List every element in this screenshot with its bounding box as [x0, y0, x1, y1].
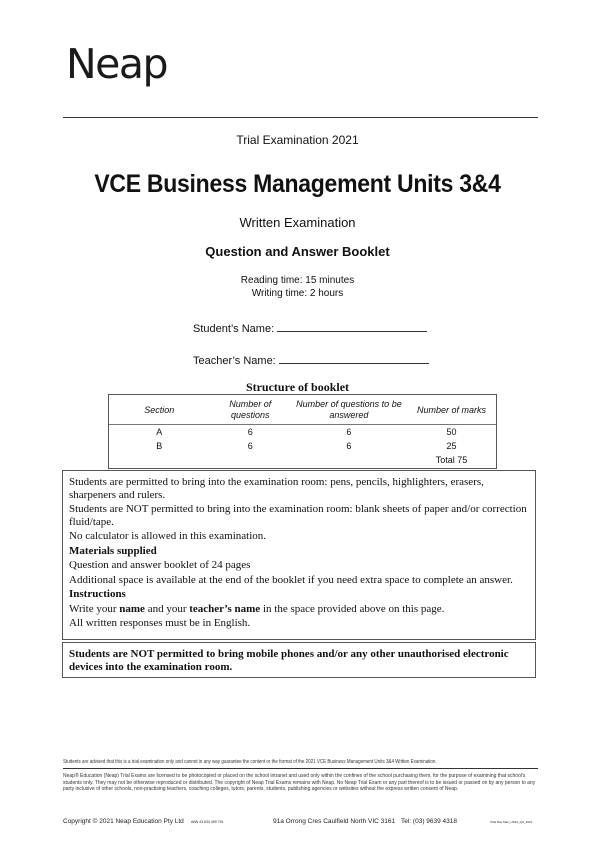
student-name-row [193, 321, 427, 335]
col-marks: Number of marks [407, 395, 496, 425]
exam-type: Written Examination [239, 215, 356, 230]
footer-divider [63, 768, 538, 769]
table-row-total [109, 453, 496, 467]
copyright-note: Neap® Education (Neap) Trial Exams are licensed to be photocopied or placed on the school intranet and used only within the confines of the school purchasing them, for the purpose of examining that school's students only. They may not be otherwise reproduced or distributed. The copyright of Neap Trial Exams remains with Neap. No Neap Trial Exam or any part thereof is to be issued or passed on by any person to any party inclusive of other schools, non-practising teachers, coaching colleges, tutors, parents, students, publishing agencies or websites without the express written consent of Neap. [63, 773, 536, 792]
times [0, 274, 595, 300]
structure-table [108, 394, 497, 469]
instruction-item: All written responses must be in English. [69, 617, 251, 629]
materials-item: Additional space is available at the end of the booklet if you need extra space to complete an answer. [69, 573, 513, 586]
cell-marks: 50 [446, 427, 457, 437]
total-marks: Total 75 [435, 455, 468, 465]
trial-advice: Students are advised that this is a trial examination only and cannot in any way guarantee the content or the format of the 2021 VCE Business Management Units 3&4 Written Examination. [63, 759, 437, 765]
cell-answered: 6 [346, 441, 352, 451]
booklet-title: Question and Answer Booklet [205, 244, 390, 259]
cell-marks: 25 [446, 441, 457, 451]
calculator-text: No calculator is allowed in this examination. [69, 530, 267, 542]
address: 91a Orrong Cres Caulfield North VIC 3161 [273, 818, 396, 825]
col-answered: Number of questions to be answered [291, 395, 407, 425]
cell-questions: 6 [247, 427, 253, 437]
instruction-item: Write your name and your teacher’s name in the space provided above on this page. [69, 602, 445, 615]
not-permitted-text: Students are NOT permitted to bring into the examination room: blank sheets of paper and/or correction fluid/tape. [69, 503, 527, 528]
cell-questions: 6 [247, 441, 253, 451]
document-code: VCE Bus Man_U3&4_QA_2021 [490, 820, 533, 824]
student-name-field[interactable] [277, 321, 427, 332]
structure-title: Structure of booklet [245, 380, 350, 394]
reading-time: Reading time: 15 minutes [240, 275, 355, 286]
table-row [109, 425, 496, 440]
abn: ABN 43 634 499 791 [191, 820, 224, 824]
cell-section: A [156, 427, 163, 437]
page-title: VCE Business Management Units 3&4 [94, 170, 501, 198]
teacher-name-field[interactable] [279, 353, 429, 364]
cell-answered: 6 [346, 427, 352, 437]
teacher-name-row [193, 353, 429, 367]
warning-box: Students are NOT permitted to bring mobile phones and/or any other unauthorised electronic devices into the examination room. [62, 642, 536, 678]
materials-item: Question and answer booklet of 24 pages [69, 559, 251, 571]
telephone: Tel: (03) 9639 4318 [401, 818, 458, 825]
cell-section: B [156, 441, 163, 451]
student-name-label: Student’s Name: [193, 323, 275, 335]
writing-time: Writing time: 2 hours [251, 288, 344, 299]
header-divider [63, 117, 538, 118]
neap-logo: Neap [66, 40, 168, 88]
trial-label: Trial Examination 2021 [236, 133, 359, 147]
materials-heading: Materials supplied [69, 544, 157, 557]
teacher-name-label: Teacher’s Name: [193, 355, 276, 367]
instructions-heading: Instructions [69, 588, 126, 600]
col-section: Section [109, 395, 210, 425]
instructions-box [62, 470, 536, 640]
copyright: Copyright © 2021 Neap Education Pty Ltd [63, 818, 184, 825]
col-questions: Number of questions [210, 395, 291, 425]
permitted-text: Students are permitted to bring into the examination room: pens, pencils, highlighters, erasers, sharpeners and rulers. [69, 476, 484, 501]
table-row [109, 439, 496, 453]
